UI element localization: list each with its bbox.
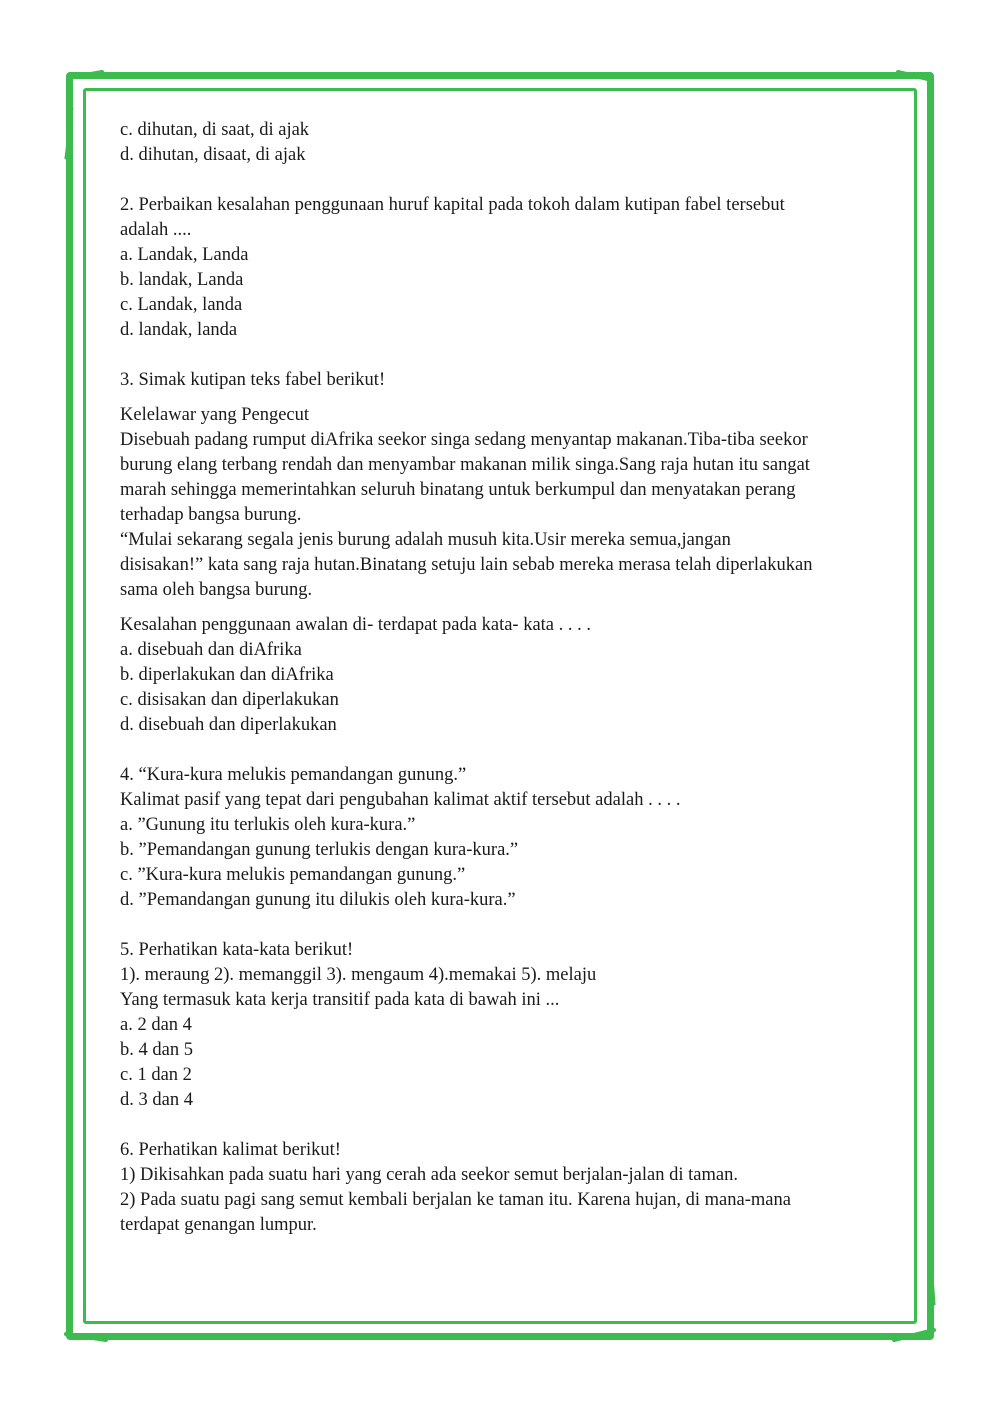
option-b: b. diperlakukan dan diAfrika bbox=[120, 665, 334, 685]
passage-line: sama oleh bangsa burung. bbox=[120, 580, 313, 600]
option-a: a. disebuah dan diAfrika bbox=[120, 640, 302, 660]
option-c: c. disisakan dan diperlakukan bbox=[120, 690, 339, 710]
question-stem: 6. Perhatikan kalimat berikut! bbox=[120, 1140, 341, 1160]
passage-title: Kelelawar yang Pengecut bbox=[120, 405, 310, 425]
option-a: a. ”Gunung itu terlukis oleh kura-kura.” bbox=[120, 815, 416, 835]
question-stem: 3. Simak kutipan teks fabel berikut! bbox=[120, 370, 386, 390]
option-d: d. ”Pemandangan gunung itu dilukis oleh kura-kura.” bbox=[120, 890, 516, 910]
passage-line: Disebuah padang rumput diAfrika seekor singa sedang menyantap makanan.Tiba-tiba seekor bbox=[120, 430, 808, 450]
worksheet-content bbox=[120, 118, 880, 1238]
question-1-tail bbox=[120, 118, 880, 168]
option-d: d. 3 dan 4 bbox=[120, 1090, 193, 1110]
question-stem: adalah .... bbox=[120, 220, 192, 240]
question-stem: Kalimat pasif yang tepat dari pengubahan kalimat aktif tersebut adalah . . . . bbox=[120, 790, 681, 810]
option-b: b. landak, Landa bbox=[120, 270, 244, 290]
passage-line: disisakan!” kata sang raja hutan.Binatang setuju lain sebab mereka merasa telah diperlakukan bbox=[120, 555, 813, 575]
option-a: a. 2 dan 4 bbox=[120, 1015, 192, 1035]
passage-line: burung elang terbang rendah dan menyambar makanan milik singa.Sang raja hutan itu sangat bbox=[120, 455, 810, 475]
option-c: c. dihutan, di saat, di ajak bbox=[120, 120, 310, 140]
option-c: c. Landak, landa bbox=[120, 295, 243, 315]
question-2 bbox=[120, 193, 880, 343]
question-4 bbox=[120, 763, 880, 913]
question-stem: Yang termasuk kata kerja transitif pada kata di bawah ini ... bbox=[120, 990, 560, 1010]
option-d: d. dihutan, disaat, di ajak bbox=[120, 145, 306, 165]
question-stem: 4. “Kura-kura melukis pemandangan gunung.” bbox=[120, 765, 467, 785]
option-b: b. 4 dan 5 bbox=[120, 1040, 193, 1060]
option-a: a. Landak, Landa bbox=[120, 245, 249, 265]
sentence-2: 2) Pada suatu pagi sang semut kembali berjalan ke taman itu. Karena hujan, di mana-mana bbox=[120, 1190, 791, 1210]
passage-line: marah sehingga memerintahkan seluruh binatang untuk berkumpul dan menyatakan perang bbox=[120, 480, 796, 500]
question-prompt: Kesalahan penggunaan awalan di- terdapat pada kata- kata . . . . bbox=[120, 615, 592, 635]
option-d: d. disebuah dan diperlakukan bbox=[120, 715, 337, 735]
option-c: c. 1 dan 2 bbox=[120, 1065, 192, 1085]
question-stem: 1). meraung 2). memanggil 3). mengaum 4).memakai 5). melaju bbox=[120, 965, 597, 985]
passage-line: “Mulai sekarang segala jenis burung adalah musuh kita.Usir mereka semua,jangan bbox=[120, 530, 731, 550]
sentence-2: terdapat genangan lumpur. bbox=[120, 1215, 317, 1235]
question-5 bbox=[120, 938, 880, 1113]
option-c: c. ”Kura-kura melukis pemandangan gunung.” bbox=[120, 865, 466, 885]
option-d: d. landak, landa bbox=[120, 320, 238, 340]
option-b: b. ”Pemandangan gunung terlukis dengan kura-kura.” bbox=[120, 840, 519, 860]
question-stem: 5. Perhatikan kata-kata berikut! bbox=[120, 940, 354, 960]
question-6 bbox=[120, 1138, 880, 1238]
passage-line: terhadap bangsa burung. bbox=[120, 505, 302, 525]
question-3 bbox=[120, 368, 880, 738]
question-stem: 2. Perbaikan kesalahan penggunaan huruf kapital pada tokoh dalam kutipan fabel tersebut bbox=[120, 195, 785, 215]
sentence-1: 1) Dikisahkan pada suatu hari yang cerah ada seekor semut berjalan-jalan di taman. bbox=[120, 1165, 738, 1185]
